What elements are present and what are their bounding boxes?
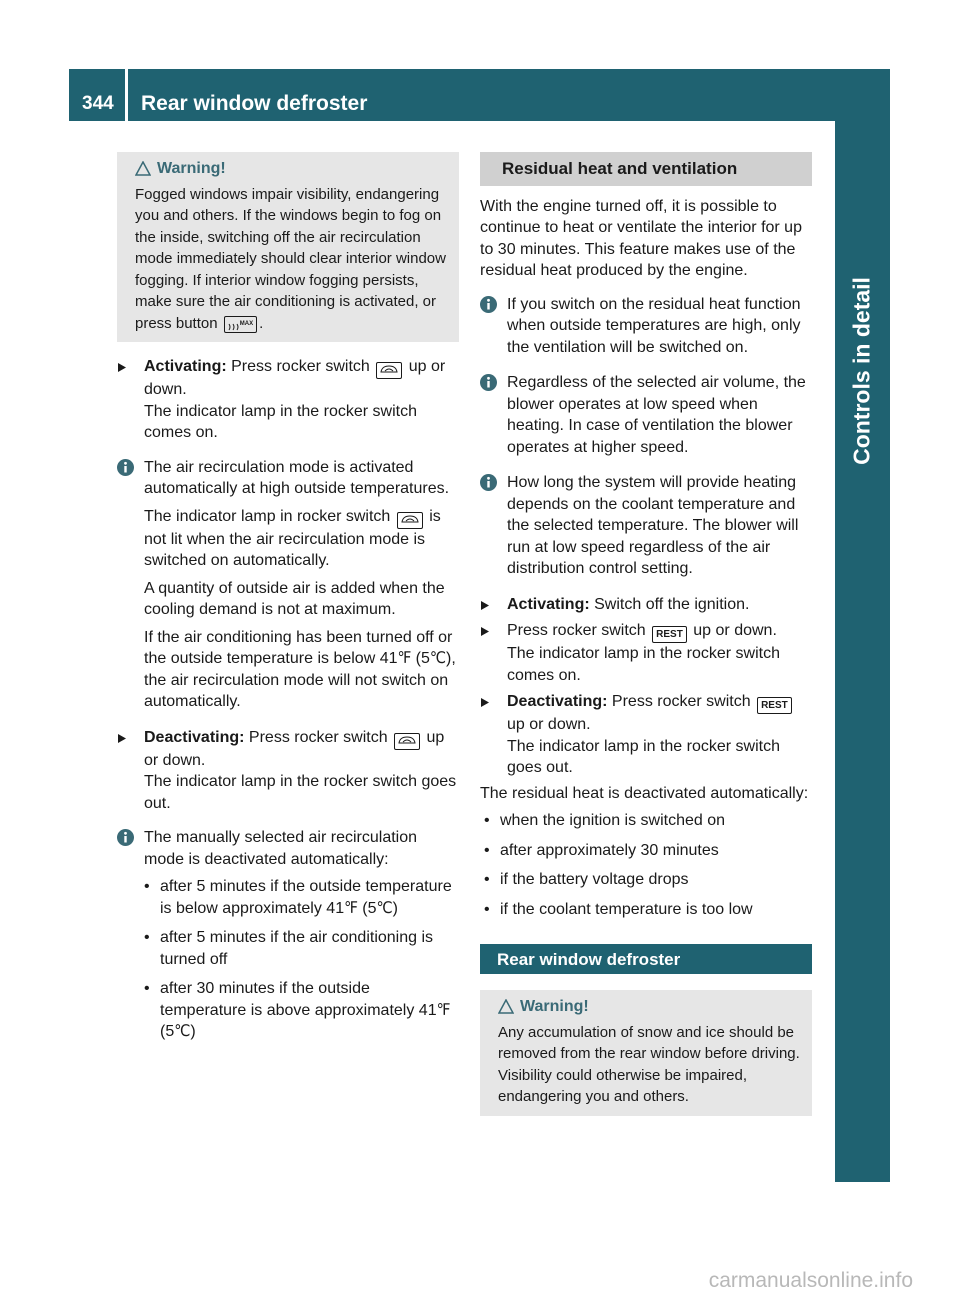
side-tab-label: Controls in detail (848, 277, 875, 465)
step-arrow-icon (480, 626, 490, 637)
step-text: up or down. (144, 358, 446, 398)
step-arrow-icon (117, 733, 127, 744)
recirculation-icon (394, 733, 420, 750)
info-text-4: If the air conditioning has been turned off or the outside temperature is below 41℉ (5℃), the air recirculation mode will not switch on automatically. (144, 628, 456, 710)
warning-body: Any accumulation of snow and ice should be removed from the rear window before driving. Visibility could otherwise be impaired, endangering you and others. (498, 1023, 800, 1105)
paragraph: With the engine turned off, it is possible to continue to heat or ventilate the interior for up to 30 minutes. This feature makes use of the residual heat produced by the engine. (480, 197, 802, 279)
left-column (117, 152, 459, 1057)
info-text: How long the system will provide heating depends on the coolant temperature and the selected temperature. The blower will run at low speed regardless of the air distribution control setting. (507, 474, 799, 577)
info-icon (117, 459, 134, 476)
step-text: Press rocker switch (248, 728, 388, 746)
info-text-2 (144, 506, 459, 572)
step-text: Press rocker switch (231, 358, 370, 375)
list-item: • if the coolant temperature is too low (484, 899, 812, 921)
step-result: The indicator lamp in the rocker switch goes out. (144, 773, 457, 812)
recirculation-icon (397, 512, 423, 529)
warning-body (135, 184, 449, 335)
info-note (117, 457, 459, 713)
warning-triangle-icon (498, 999, 514, 1014)
warning-title (135, 158, 449, 180)
warning-triangle-icon (135, 161, 151, 176)
list-item: • if the battery voltage drops (484, 869, 812, 891)
rest-icon: REST (652, 626, 687, 643)
step-activating (117, 356, 459, 444)
defrost-max-label: MAX (239, 321, 254, 328)
step-deactivating (117, 727, 459, 815)
info-note (480, 472, 812, 580)
step-text: Press rocker switch (507, 622, 646, 639)
step-text: up or down. (507, 716, 591, 733)
step-arrow-icon (117, 362, 127, 373)
info-text-2a: The indicator lamp in rocker switch (144, 507, 391, 525)
step-label: Deactivating: (144, 728, 245, 746)
bullet-list (480, 810, 812, 920)
step-result: The indicator lamp in the rocker switch goes out. (507, 737, 780, 776)
list-item: • after 5 minutes if the outside temperature is below approximately 41℉ (5℃) (144, 876, 459, 919)
step-text: Switch off the ignition. (594, 595, 750, 613)
info-icon (480, 374, 497, 391)
warning-box (480, 990, 812, 1116)
warning-text: Fogged windows impair visibility, endangering you and others. If the windows begin to fog on the inside, switching off the air recirculation mode immediately should clear interior window fogging. If interior window fogging persists, make sure the air conditioning is activated, or press button (135, 185, 446, 332)
step-text: up or down. (693, 622, 777, 639)
step-result: The indicator lamp in the rocker switch comes on. (144, 402, 417, 441)
info-note (480, 294, 812, 359)
warning-title (498, 996, 802, 1018)
step-arrow-icon (480, 600, 490, 611)
section-heading-residual: Residual heat and ventilation (480, 152, 812, 186)
rest-icon: REST (757, 697, 792, 714)
step-press-rest (480, 620, 812, 686)
watermark: carmanualsonline.info (708, 1269, 913, 1292)
warning-title-text: Warning! (157, 160, 226, 177)
list-item: • after 30 minutes if the outside temperature is above approximately 41℉ (5℃) (144, 978, 459, 1043)
list-item: • after approximately 30 minutes (484, 840, 812, 862)
step-label: Activating: (507, 595, 590, 613)
step-activating (480, 594, 812, 616)
warning-box (117, 152, 459, 342)
step-result: The indicator lamp in the rocker switch comes on. (507, 645, 780, 684)
defrost-max-icon (224, 316, 257, 333)
warning-title-text: Warning! (520, 998, 589, 1015)
info-text-2b: is not lit when the air recirculation mode is switched on automatically. (144, 507, 441, 569)
page-number: 344 (82, 92, 114, 114)
info-note (480, 372, 812, 458)
info-text-3: A quantity of outside air is added when the cooling demand is not at maximum. (144, 579, 445, 618)
section-heading-defroster: Rear window defroster (480, 944, 812, 974)
step-text: up or down. (144, 728, 445, 769)
step-deactivating (480, 691, 812, 779)
step-arrow-icon (480, 697, 490, 708)
paragraph: The residual heat is deactivated automatically: (480, 784, 809, 802)
bullet-list (144, 876, 459, 1043)
step-label: Deactivating: (507, 693, 608, 710)
info-icon (117, 829, 134, 846)
info-text: The manually selected air recirculation mode is deactivated automatically: (144, 829, 418, 868)
info-icon (480, 296, 497, 313)
recirculation-icon (376, 362, 402, 379)
list-item: • after 5 minutes if the air conditioning is turned off (144, 927, 459, 970)
info-text: The air recirculation mode is activated automatically at high outside temperatures. (144, 458, 450, 497)
page-header (69, 69, 890, 121)
info-icon (480, 474, 497, 491)
info-text: Regardless of the selected air volume, the blower operates at low speed when heating. In case of ventilation the blower operates at higher speed. (507, 374, 806, 456)
step-label: Activating: (144, 358, 227, 375)
list-item: • when the ignition is switched on (484, 810, 812, 832)
step-text: Press rocker switch (611, 693, 751, 710)
warning-end: . (259, 314, 264, 332)
info-text: If you switch on the residual heat function when outside temperatures are high, only the ventilation will be switched on. (507, 295, 801, 356)
info-note (117, 827, 459, 1043)
page-title: Rear window defroster (141, 91, 368, 115)
right-column (480, 152, 812, 1130)
